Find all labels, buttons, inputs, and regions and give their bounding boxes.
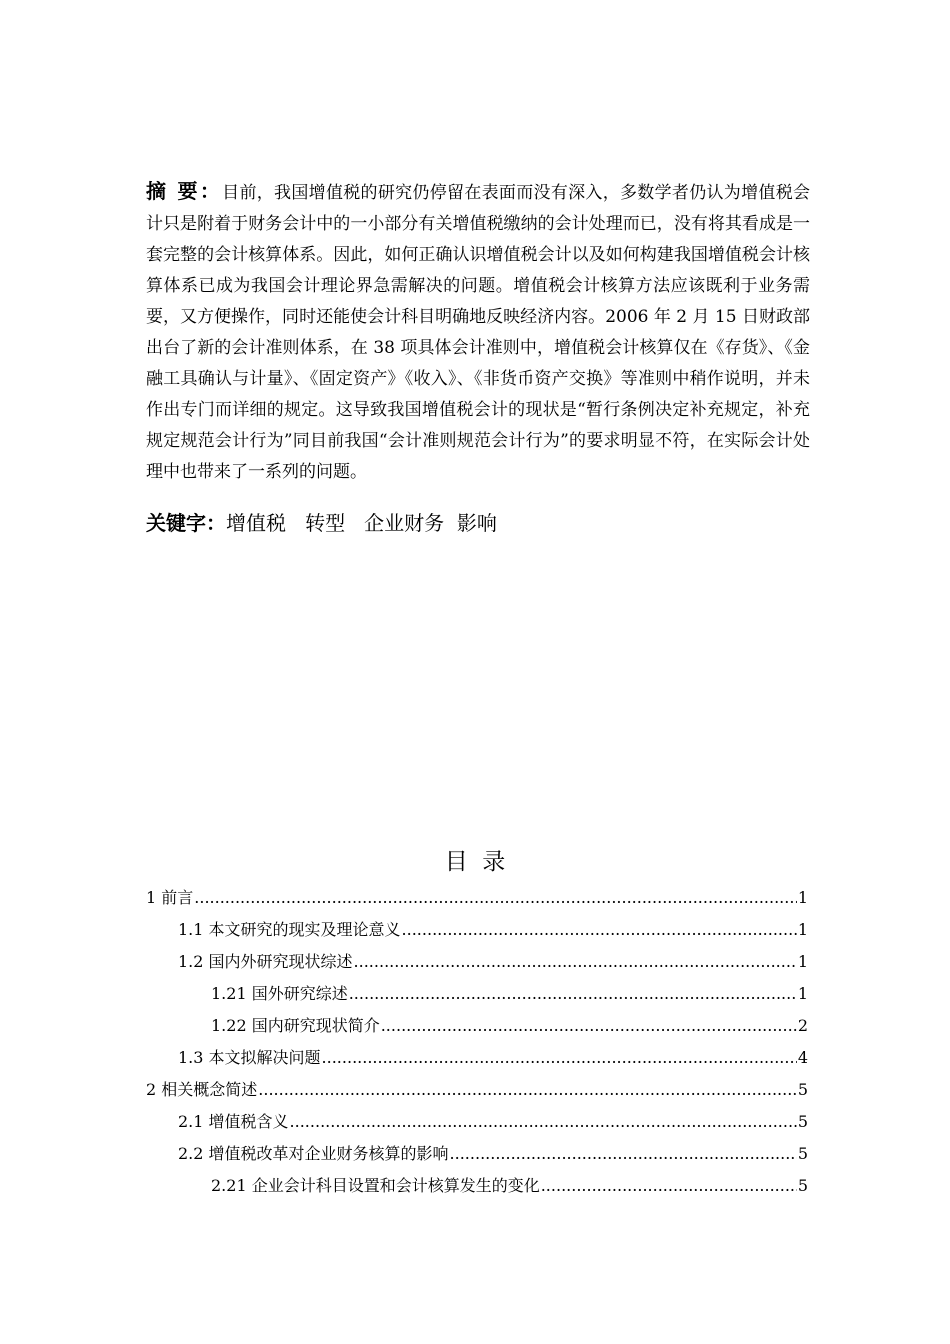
toc-entry-page: 5 <box>797 1144 808 1163</box>
toc-entry-text: 2.1 增值税含义 <box>178 1112 289 1131</box>
toc-leader-dots <box>381 1010 797 1042</box>
toc-leader-dots <box>349 978 797 1010</box>
table-of-contents <box>146 882 808 1202</box>
toc-entry-text: 1.3 本文拟解决问题 <box>178 1048 321 1067</box>
toc-entry-text: 2.21 企业会计科目设置和会计核算发生的变化 <box>211 1176 540 1195</box>
keywords-terms: 增值税 转型 企业财务 影响 <box>226 511 497 535</box>
toc-entry[interactable] <box>146 1010 808 1042</box>
abstract-text: 目前，我国增值税的研究仍停留在表面而没有深入，多数学者仍认为增值税会计只是附着于财务会计中的一小部分有关增值税缴纳的会计处理而已，没有将其看成是一套完整的会计核算体系。因此，如何正确认识增值税会计以及如何构建我国增值税会计核算体系已成为我国会计理论界急需解决的问题。增值税会计核算方法应该既利于业务需要，又方便操作，同时还能使会计科目明确地反映经济内容。2006 年 2 月 15 日财政部出台了新的会计准则体系，在 38 项具体会计准则中，增值税会计核算仅在《存货》、《金融工具确认与计量》、《固定资产》《收入》、《非货币资产交换》等准则中稍作说明，并未作出专门而详细的规定。这导致我国增值税会计的现状是“暂行条例决定补充规定，补充规定规范会计行为”同目前我国“会计准则规范会计行为”的要求明显不符，在实际会计处理中也带来了一系列的问题。 <box>146 183 810 482</box>
toc-entry-text: 2.2 增值税改革对企业财务核算的影响 <box>178 1144 449 1163</box>
toc-entry[interactable] <box>146 1106 808 1138</box>
toc-entry-text: 1 前言 <box>146 888 194 907</box>
toc-entry[interactable] <box>146 978 808 1010</box>
toc-leader-dots <box>290 1106 797 1138</box>
toc-entry[interactable] <box>146 1138 808 1170</box>
toc-entry-text: 1.2 国内外研究现状综述 <box>178 952 353 971</box>
toc-entry-page: 1 <box>797 984 808 1003</box>
toc-title: 目 录 <box>444 849 506 875</box>
toc-leader-dots <box>354 946 797 978</box>
toc-leader-dots <box>450 1138 797 1170</box>
abstract-section <box>146 176 810 488</box>
toc-leader-dots <box>322 1042 797 1074</box>
toc-entry-page: 2 <box>797 1016 808 1035</box>
toc-entry[interactable] <box>146 882 808 914</box>
toc-leader-dots <box>402 914 797 946</box>
toc-entry[interactable] <box>146 1074 808 1106</box>
toc-leader-dots <box>194 882 797 914</box>
abstract-label: 摘 要： <box>146 179 223 203</box>
toc-entry-page: 1 <box>797 952 808 971</box>
toc-entry-page: 5 <box>797 1112 808 1131</box>
toc-entry-page: 1 <box>797 888 808 907</box>
toc-entry-text: 2 相关概念简述 <box>146 1080 258 1099</box>
toc-entry-page: 4 <box>797 1048 808 1067</box>
toc-entry-text: 1.22 国内研究现状简介 <box>211 1016 380 1035</box>
toc-entry[interactable] <box>146 1170 808 1202</box>
toc-entry[interactable] <box>146 1042 808 1074</box>
toc-entry-page: 5 <box>797 1176 808 1195</box>
toc-entry-page: 5 <box>797 1080 808 1099</box>
toc-entry-text: 1.21 国外研究综述 <box>211 984 348 1003</box>
toc-entry[interactable] <box>146 914 808 946</box>
keywords-section <box>146 508 810 538</box>
toc-entry[interactable] <box>146 946 808 978</box>
keywords-label: 关键字： <box>146 511 226 535</box>
toc-entry-text: 1.1 本文研究的现实及理论意义 <box>178 920 401 939</box>
toc-leader-dots <box>541 1170 797 1202</box>
toc-leader-dots <box>258 1074 797 1106</box>
toc-entry-page: 1 <box>797 920 808 939</box>
